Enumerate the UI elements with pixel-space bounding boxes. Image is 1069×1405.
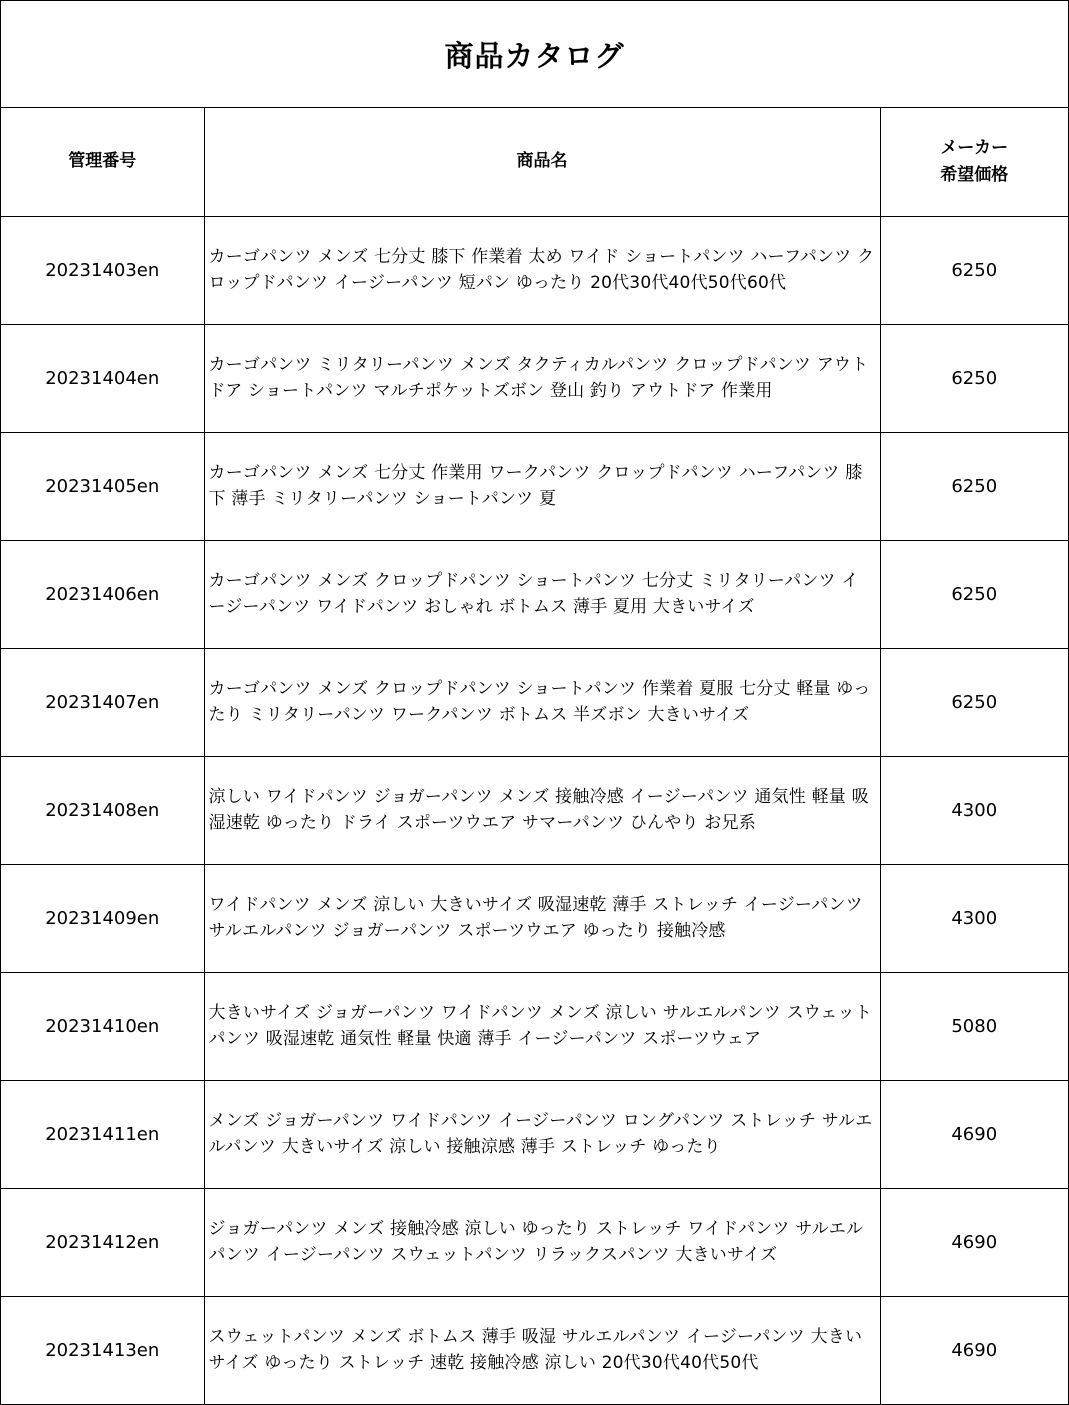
cell-price: 6250: [880, 324, 1068, 432]
header-id: 管理番号: [1, 108, 204, 216]
cell-name: 大きいサイズ ジョガーパンツ ワイドパンツ メンズ 涼しい サルエルパンツ スウェットパンツ 吸湿速乾 通気性 軽量 快適 薄手 イージーパンツ スポーツウェア: [204, 972, 880, 1080]
cell-name: 涼しい ワイドパンツ ジョガーパンツ メンズ 接触冷感 イージーパンツ 通気性 軽量 吸湿速乾 ゆったり ドライ スポーツウエア サマーパンツ ひんやり お兄系: [204, 756, 880, 864]
title-row: [1, 1, 1068, 108]
cell-price: 6250: [880, 540, 1068, 648]
table-row: [1, 972, 1068, 1080]
header-price: [880, 108, 1068, 216]
header-row: [1, 108, 1068, 216]
table-row: [1, 1080, 1068, 1188]
table-row: [1, 756, 1068, 864]
catalog-title: 商品カタログ: [444, 38, 625, 73]
cell-price: 4690: [880, 1080, 1068, 1188]
cell-name: カーゴパンツ メンズ クロップドパンツ ショートパンツ 作業着 夏服 七分丈 軽量 ゆったり ミリタリーパンツ ワークパンツ ボトムス 半ズボン 大きいサイズ: [204, 648, 880, 756]
table-row: [1, 216, 1068, 324]
cell-name: メンズ ジョガーパンツ ワイドパンツ イージーパンツ ロングパンツ ストレッチ サルエルパンツ 大きいサイズ 涼しい 接触涼感 薄手 ストレッチ ゆったり: [204, 1080, 880, 1188]
cell-id: 20231405en: [1, 432, 204, 540]
table-row: [1, 432, 1068, 540]
cell-id: 20231409en: [1, 864, 204, 972]
cell-id: 20231404en: [1, 324, 204, 432]
cell-name: ジョガーパンツ メンズ 接触冷感 涼しい ゆったり ストレッチ ワイドパンツ サルエルパンツ イージーパンツ スウェットパンツ リラックスパンツ 大きいサイズ: [204, 1188, 880, 1296]
cell-name: スウェットパンツ メンズ ボトムス 薄手 吸湿 サルエルパンツ イージーパンツ 大きいサイズ ゆったり ストレッチ 速乾 接触冷感 涼しい 20代30代40代50代: [204, 1296, 880, 1404]
cell-price: 5080: [880, 972, 1068, 1080]
cell-name: ワイドパンツ メンズ 涼しい 大きいサイズ 吸湿速乾 薄手 ストレッチ イージーパンツ サルエルパンツ ジョガーパンツ スポーツウエア ゆったり 接触冷感: [204, 864, 880, 972]
cell-id: 20231406en: [1, 540, 204, 648]
cell-price: 6250: [880, 432, 1068, 540]
cell-price: 6250: [880, 648, 1068, 756]
cell-id: 20231410en: [1, 972, 204, 1080]
cell-price: 4690: [880, 1188, 1068, 1296]
cell-price: 4300: [880, 756, 1068, 864]
table-row: [1, 648, 1068, 756]
cell-id: 20231407en: [1, 648, 204, 756]
table-row: [1, 864, 1068, 972]
cell-id: 20231408en: [1, 756, 204, 864]
cell-price: 4300: [880, 864, 1068, 972]
cell-name: カーゴパンツ メンズ 七分丈 作業用 ワークパンツ クロップドパンツ ハーフパンツ 膝下 薄手 ミリタリーパンツ ショートパンツ 夏: [204, 432, 880, 540]
cell-price: 6250: [880, 216, 1068, 324]
cell-id: 20231413en: [1, 1296, 204, 1404]
catalog-table: [1, 108, 1068, 1404]
cell-id: 20231403en: [1, 216, 204, 324]
cell-name: カーゴパンツ メンズ 七分丈 膝下 作業着 太め ワイド ショートパンツ ハーフパンツ クロップドパンツ イージーパンツ 短パン ゆったり 20代30代40代50代60代: [204, 216, 880, 324]
header-price-line2: 希望価格: [940, 164, 1009, 185]
table-row: [1, 1188, 1068, 1296]
table-row: [1, 1296, 1068, 1404]
table-row: [1, 324, 1068, 432]
cell-name: カーゴパンツ ミリタリーパンツ メンズ タクティカルパンツ クロップドパンツ アウトドア ショートパンツ マルチポケットズボン 登山 釣り アウトドア 作業用: [204, 324, 880, 432]
table-row: [1, 540, 1068, 648]
cell-id: 20231412en: [1, 1188, 204, 1296]
cell-id: 20231411en: [1, 1080, 204, 1188]
cell-price: 4690: [951, 1339, 998, 1361]
cell-name: カーゴパンツ メンズ クロップドパンツ ショートパンツ 七分丈 ミリタリーパンツ イージーパンツ ワイドパンツ おしゃれ ボトムス 薄手 夏用 大きいサイズ: [204, 540, 880, 648]
header-price-line1: メーカー: [940, 137, 1009, 158]
header-name: 商品名: [204, 108, 880, 216]
